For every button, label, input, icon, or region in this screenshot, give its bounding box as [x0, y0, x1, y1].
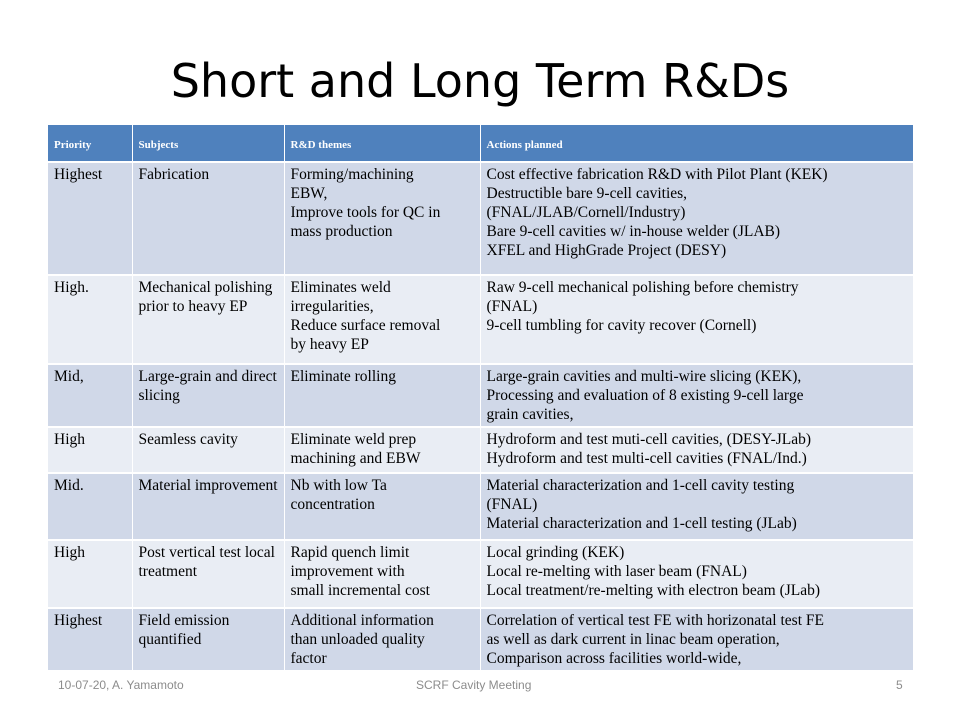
priority-cell: Highest — [48, 608, 132, 670]
theme-line: Rapid quench limit — [290, 544, 410, 561]
action-line: (FNAL) — [486, 298, 538, 315]
action-line: Destructible bare 9-cell cavities, — [486, 185, 688, 202]
page-number: 5 — [896, 678, 903, 692]
theme-line: mass production — [290, 223, 393, 240]
subject-cell: Mechanical polishing prior to heavy EP — [132, 275, 284, 364]
table-header-row — [48, 125, 913, 162]
action-line: Comparison across facilities world-wide, — [486, 650, 742, 667]
priority-cell: High — [48, 540, 132, 608]
themes-cell — [284, 608, 480, 670]
subject-cell: Material improvement — [132, 473, 284, 540]
theme-line: Eliminate weld prep — [290, 431, 417, 448]
action-line: grain cavities, — [486, 406, 574, 423]
priority-cell: High — [48, 427, 132, 473]
action-line: Correlation of vertical test FE with horizonatal test FE — [486, 612, 824, 629]
theme-line: Additional information — [290, 612, 434, 629]
theme-line: Forming/machining — [290, 166, 414, 183]
footer-date-author: 10-07-20, A. Yamamoto — [58, 678, 184, 692]
table-row — [48, 473, 913, 540]
header-actions-planned: Actions planned — [480, 125, 913, 162]
theme-line: by heavy EP — [290, 336, 369, 353]
action-line: as well as dark current in linac beam operation, — [486, 631, 780, 648]
action-line: Material characterization and 1-cell cavity testing — [486, 477, 795, 494]
priority-cell: Mid, — [48, 364, 132, 427]
action-line: Hydroform and test muti-cell cavities, (DESY-JLab) — [486, 431, 812, 448]
themes-cell — [284, 540, 480, 608]
subject-cell: Seamless cavity — [132, 427, 284, 473]
themes-cell — [284, 473, 480, 540]
rd-table — [48, 125, 914, 670]
theme-line: Eliminates weld — [290, 279, 391, 296]
action-line: Raw 9-cell mechanical polishing before chemistry — [486, 279, 799, 296]
theme-line: irregularities, — [290, 298, 374, 315]
theme-line: machining and EBW — [290, 450, 421, 467]
actions-cell — [480, 364, 913, 427]
header-priority: Priority — [48, 125, 132, 162]
slide-title: Short and Long Term R&Ds — [170, 54, 790, 108]
theme-line: than unloaded quality — [290, 631, 425, 648]
header-rd-themes: R&D themes — [284, 125, 480, 162]
subject-cell: Large-grain and direct slicing — [132, 364, 284, 427]
subject-cell: Fabrication — [132, 162, 284, 275]
actions-cell — [480, 473, 913, 540]
table-row — [48, 275, 913, 364]
priority-cell: Mid. — [48, 473, 132, 540]
action-line: Local re-melting with laser beam (FNAL) — [486, 563, 747, 580]
action-line: Local grinding (KEK) — [486, 544, 625, 561]
table-row — [48, 540, 913, 608]
theme-line: Nb with low Ta — [290, 477, 387, 494]
action-line: Hydroform and test multi-cell cavities (FNAL/Ind.) — [486, 450, 807, 467]
action-line: Large-grain cavities and multi-wire slicing (KEK), — [486, 368, 802, 385]
theme-line: improvement with — [290, 563, 405, 580]
action-line: Processing and evaluation of 8 existing 9-cell large — [486, 387, 804, 404]
table-row — [48, 364, 913, 427]
themes-cell — [284, 275, 480, 364]
table-row — [48, 608, 913, 670]
theme-line: factor — [290, 650, 327, 667]
table-row — [48, 427, 913, 473]
actions-cell — [480, 540, 913, 608]
themes-cell — [284, 427, 480, 473]
action-line: 9-cell tumbling for cavity recover (Cornell) — [486, 317, 757, 334]
actions-cell — [480, 427, 913, 473]
action-line: (FNAL/JLAB/Cornell/Industry) — [486, 204, 686, 221]
header-subjects: Subjects — [132, 125, 284, 162]
subject-cell: Field emission quantified — [132, 608, 284, 670]
theme-line: Improve tools for QC in — [290, 204, 441, 221]
theme-line: Eliminate rolling — [290, 368, 396, 385]
theme-line: small incremental cost — [290, 582, 430, 599]
table-row — [48, 162, 913, 275]
themes-cell — [284, 364, 480, 427]
theme-line: Reduce surface removal — [290, 317, 441, 334]
themes-cell — [284, 162, 480, 275]
action-line: Cost effective fabrication R&D with Pilot Plant (KEK) — [486, 166, 828, 183]
priority-cell: High. — [48, 275, 132, 364]
actions-cell — [480, 162, 913, 275]
subject-cell: Post vertical test local treatment — [132, 540, 284, 608]
action-line: (FNAL) — [486, 496, 538, 513]
theme-line: concentration — [290, 496, 375, 513]
actions-cell — [480, 608, 913, 670]
priority-cell: Highest — [48, 162, 132, 275]
action-line: Material characterization and 1-cell testing (JLab) — [486, 515, 797, 532]
action-line: Bare 9-cell cavities w/ in-house welder (JLAB) — [486, 223, 781, 240]
actions-cell — [480, 275, 913, 364]
footer-meeting-name: SCRF Cavity Meeting — [416, 678, 532, 692]
action-line: XFEL and HighGrade Project (DESY) — [486, 242, 727, 259]
action-line: Local treatment/re-melting with electron beam (JLab) — [486, 582, 821, 599]
theme-line: EBW, — [290, 185, 328, 202]
